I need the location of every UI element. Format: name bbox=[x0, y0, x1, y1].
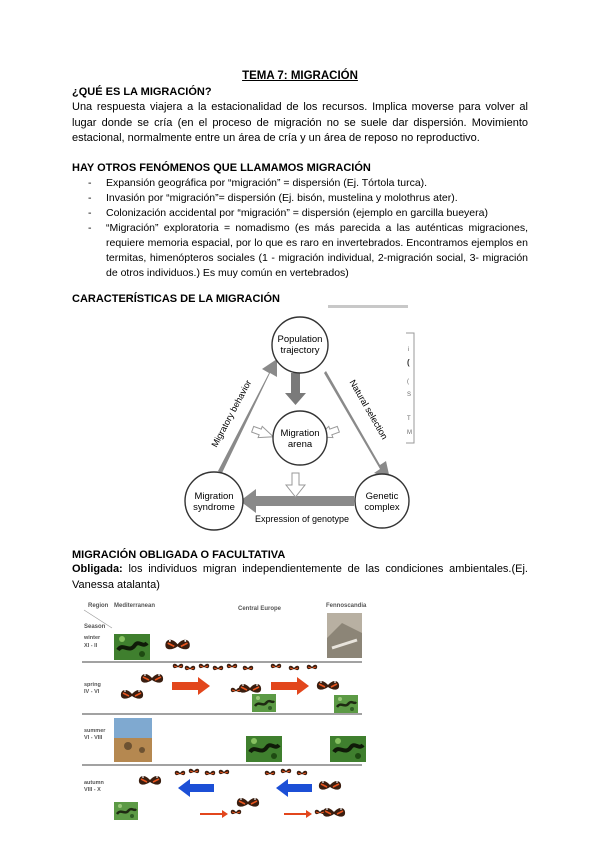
migration-diagram bbox=[178, 303, 418, 535]
row-spring-months: IV - VI bbox=[84, 689, 100, 695]
butterfly-icon bbox=[231, 688, 241, 692]
hollow-arrow-left bbox=[251, 424, 276, 443]
svg-text:(: ( bbox=[407, 358, 410, 367]
obligada-text: los individuos migran independientemente de las condiciones ambientales.(Ej. Vanessa atalanta) bbox=[72, 563, 528, 591]
section-heading-obligada: MIGRACIÓN OBLIGADA O FACULTATIVA bbox=[72, 549, 286, 561]
svg-text:M: M bbox=[407, 430, 412, 436]
header-season: Season bbox=[84, 624, 106, 630]
list-item: - Invasión por “migración”= dispersión (Ej. bisón, mustelina y molothrus ater). bbox=[88, 192, 458, 204]
caterpillar-image bbox=[252, 694, 276, 712]
label-expression-genotype: Expression of genotype bbox=[254, 514, 350, 524]
hollow-arrow-down bbox=[286, 473, 305, 497]
caterpillar-image bbox=[114, 634, 150, 660]
obligada-lead: Obligada: bbox=[72, 563, 123, 575]
butterfly-icon bbox=[219, 770, 229, 774]
butterfly-icon bbox=[281, 769, 291, 773]
butterfly-icon bbox=[315, 810, 325, 814]
label-natural-selection: Natural selection bbox=[347, 377, 390, 442]
caterpillar-image bbox=[334, 695, 358, 713]
butterfly-icon bbox=[289, 666, 299, 670]
cropped-text-fragment bbox=[328, 305, 408, 308]
row-spring: spring bbox=[84, 682, 101, 688]
label-genetic: Genetic complex bbox=[364, 491, 400, 513]
svg-text:i: i bbox=[408, 347, 410, 353]
list-item: - Colonización accidental por “migración” = dispersión (ejemplo en garcilla bueyera) bbox=[88, 207, 488, 219]
butterfly-icon bbox=[243, 666, 253, 670]
caterpillar-image bbox=[246, 736, 282, 762]
label-arena: Migration arena bbox=[280, 428, 320, 450]
row-winter: winter bbox=[84, 635, 101, 641]
butterfly-icon bbox=[205, 771, 215, 775]
paragraph-obligada bbox=[72, 562, 528, 593]
butterfly-icon bbox=[121, 690, 143, 699]
blue-arrow-left-icon bbox=[178, 779, 214, 797]
header-region: Region bbox=[88, 603, 109, 609]
list-item: - “Migración” exploratoria = nomadismo (es más parecida a las auténticas migraciones, requiere memoria espacial, por lo que es raro en invertebrados. Encontramos ejemplos en termitas, himenópteros sociales (1 - migración individual, 2-migración social, 3- migración de otros individuos.) Es muy común en vertebrados) bbox=[88, 222, 528, 279]
caterpillar-image bbox=[330, 736, 366, 762]
row-autumn-months: VIII - X bbox=[84, 787, 101, 793]
svg-text:(: ( bbox=[407, 379, 409, 385]
blue-arrow-left-icon bbox=[276, 779, 312, 797]
butterfly-icon bbox=[271, 664, 281, 668]
fennoscandia-winter-photo bbox=[327, 613, 362, 658]
section-heading-caracteristicas: CARACTERÍSTICAS DE LA MIGRACIÓN bbox=[72, 293, 280, 305]
small-red-arrow-icon bbox=[306, 810, 312, 818]
vanessa-migration-figure bbox=[72, 598, 367, 826]
red-arrow-right-icon bbox=[271, 677, 309, 695]
butterfly-icon bbox=[189, 769, 199, 773]
butterfly-icon bbox=[237, 798, 259, 807]
svg-text:S: S bbox=[407, 392, 412, 398]
butterfly-icon bbox=[317, 681, 339, 690]
butterfly-icon bbox=[185, 666, 195, 670]
label-syndrome: Migration syndrome bbox=[193, 491, 235, 513]
mediterranean-summer-photo bbox=[114, 718, 152, 762]
arrow-down-center bbox=[285, 373, 306, 405]
row-autumn: autumn bbox=[84, 780, 104, 786]
butterfly-icon bbox=[173, 664, 183, 668]
caterpillar-image bbox=[114, 802, 138, 820]
butterfly-icon bbox=[213, 666, 223, 670]
butterfly-icon bbox=[239, 684, 261, 693]
butterfly-icon bbox=[227, 664, 237, 668]
row-winter-months: XI - II bbox=[84, 643, 98, 649]
butterfly-icon bbox=[139, 776, 161, 785]
butterfly-icon bbox=[165, 640, 189, 650]
butterfly-icon bbox=[319, 781, 341, 790]
list-item: - Expansión geográfica por “migración” = dispersión (Ej. Tórtola turca). bbox=[88, 177, 428, 189]
butterfly-icon bbox=[199, 664, 209, 668]
butterfly-icon bbox=[141, 674, 163, 683]
row-summer: summer bbox=[84, 728, 106, 734]
small-red-arrow-icon bbox=[222, 810, 228, 818]
fenomenos-list bbox=[72, 176, 528, 281]
header-central-europe: Central Europe bbox=[238, 606, 282, 612]
butterfly-icon bbox=[323, 808, 345, 817]
page-title: TEMA 7: MIGRACIÓN bbox=[242, 70, 358, 82]
butterfly-icon bbox=[265, 771, 275, 775]
butterfly-icon bbox=[175, 771, 185, 775]
red-arrow-right-icon bbox=[172, 677, 210, 695]
row-summer-months: VI - VIII bbox=[84, 735, 103, 741]
section-heading-que-es: ¿QUÉ ES LA MIGRACIÓN? bbox=[72, 86, 212, 98]
section-heading-otros: HAY OTROS FENÓMENOS QUE LLAMAMOS MIGRACIÓN bbox=[72, 162, 371, 174]
butterfly-icon bbox=[231, 810, 241, 814]
paragraph-que-es: Una respuesta viajera a la estacionalidad de los recursos. Implica moverse para volver al lugar donde se cría (en el proceso de migración no se suele dar dispersión. Movimiento estacional, normalmente entre un área de cría y un área de reposo no reproductivo. bbox=[72, 101, 528, 144]
header-mediterranean: Mediterranean bbox=[114, 603, 156, 609]
label-population: Population trajectory bbox=[277, 334, 323, 356]
label-migratory-behavior: Migratory behavior bbox=[209, 378, 254, 449]
svg-text:T: T bbox=[407, 416, 411, 422]
butterfly-icon bbox=[297, 771, 307, 775]
header-fennoscandia: Fennoscandia bbox=[326, 603, 367, 609]
butterfly-icon bbox=[307, 665, 317, 669]
